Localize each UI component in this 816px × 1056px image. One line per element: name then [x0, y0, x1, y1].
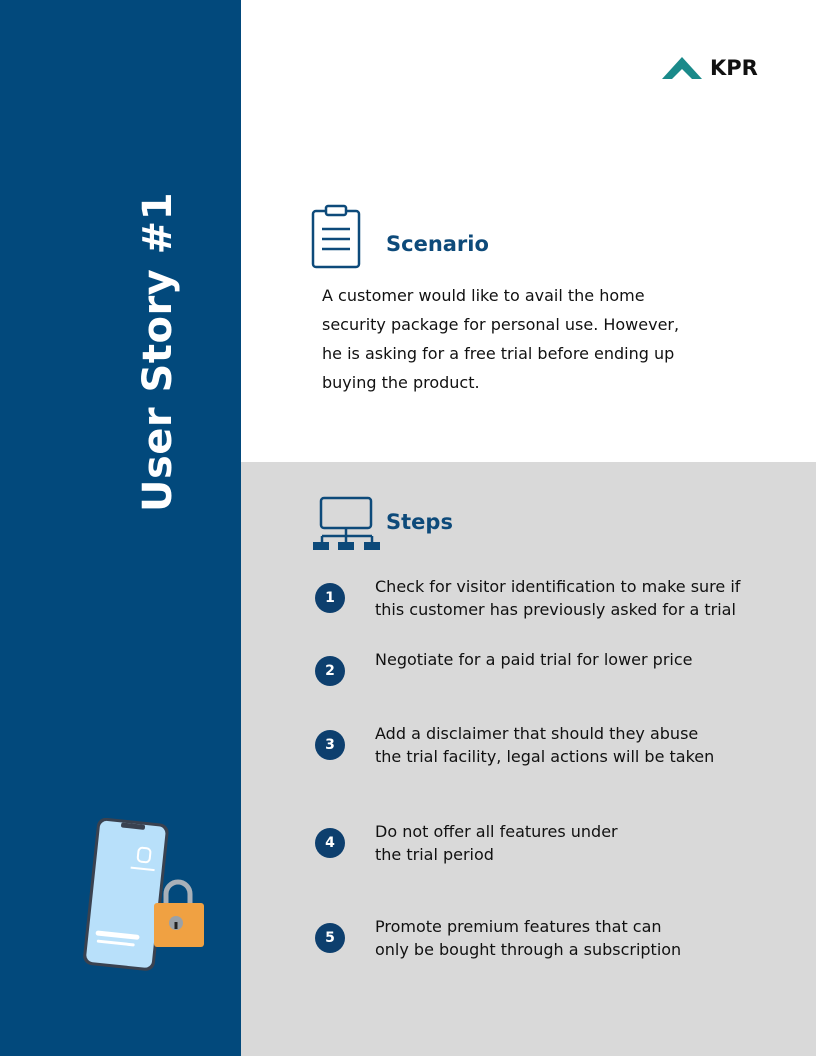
sitemap-icon: [311, 496, 383, 552]
step-item: [315, 822, 775, 866]
step-text: Promote premium features that can only be bought through a subscription: [375, 917, 682, 959]
scenario-heading: Scenario: [386, 232, 489, 256]
scenario-text: A customer would like to avail the home security package for personal use. However, he is asking for a free trial before ending up buying the product.: [322, 286, 680, 392]
step-item: [315, 577, 775, 621]
step-number: 2: [315, 656, 345, 686]
clipboard-icon: [311, 203, 361, 269]
step-text: Add a disclaimer that should they abuse the trial facility, legal actions will be taken: [375, 724, 715, 766]
sidebar: [0, 0, 241, 1056]
logo-text: KPR: [710, 56, 758, 80]
kpr-logo: [662, 55, 758, 81]
phone-lock-illustration: [78, 818, 208, 973]
step-number: 1: [315, 583, 345, 613]
step-text: Check for visitor identification to make sure if this customer has previously asked for a trial: [375, 577, 741, 619]
step-item: [315, 917, 775, 961]
step-item: [315, 650, 775, 686]
logo-chevron-icon: [662, 55, 702, 81]
step-number: 4: [315, 828, 345, 858]
step-text: Negotiate for a paid trial for lower price: [375, 650, 693, 669]
step-text: Do not offer all features under the trial period: [375, 822, 618, 864]
step-number: 3: [315, 730, 345, 760]
steps-heading: Steps: [386, 510, 453, 534]
step-item: [315, 724, 775, 768]
page-title: User Story #1: [135, 191, 181, 513]
step-number: 5: [315, 923, 345, 953]
